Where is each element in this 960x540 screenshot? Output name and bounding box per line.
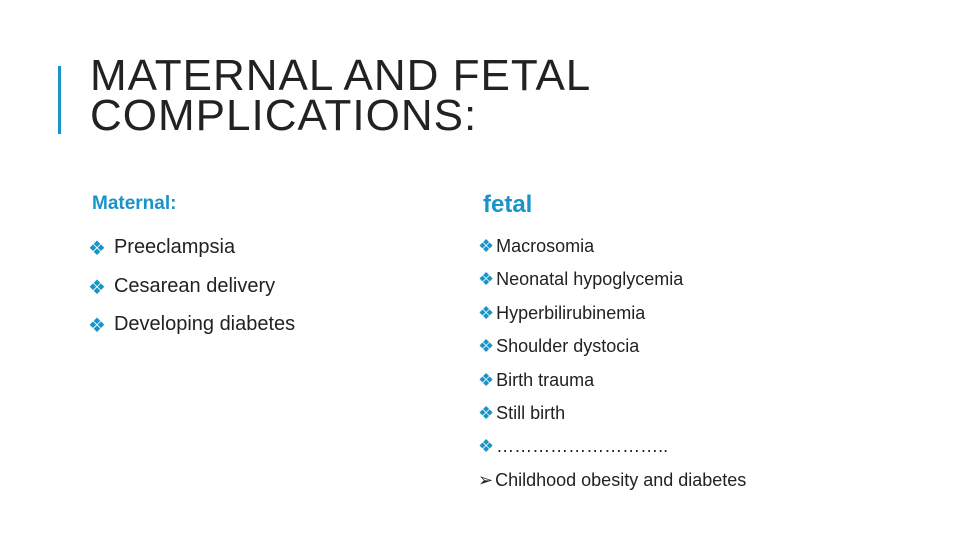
fetal-sub-item-label: Childhood obesity and diabetes (495, 469, 747, 490)
maternal-heading: Maternal: (92, 193, 177, 214)
fetal-item-label: Macrosomia (496, 236, 595, 256)
fetal-list (478, 236, 746, 503)
diamond-bullet-icon: ❖ (478, 436, 495, 457)
diamond-bullet-icon: ❖ (478, 236, 495, 256)
list-item (478, 269, 746, 302)
diamond-bullet-icon: ❖ (478, 302, 495, 323)
title-accent-bar (58, 66, 61, 134)
maternal-item-label: Developing diabetes (113, 313, 296, 335)
diamond-bullet-icon: ❖ (88, 276, 106, 299)
fetal-item-label: Neonatal hypoglycemia (496, 269, 684, 290)
list-item (478, 370, 746, 403)
diamond-bullet-icon: ❖ (88, 315, 106, 337)
slide-title-line-1: MATERNAL AND FETAL (90, 51, 592, 100)
maternal-item-label: Preeclampsia (113, 236, 236, 258)
arrow-bullet-icon: ➢ (478, 469, 494, 490)
list-item (478, 403, 746, 436)
fetal-heading: fetal (483, 191, 533, 218)
list-item (88, 313, 295, 352)
diamond-bullet-icon: ❖ (478, 336, 495, 357)
diamond-bullet-icon: ❖ (88, 238, 106, 260)
maternal-item-label: Cesarean delivery (113, 274, 276, 297)
fetal-item-label: ……………………….. (496, 436, 669, 457)
list-item (88, 236, 295, 275)
diamond-bullet-icon: ❖ (478, 402, 495, 423)
fetal-item-label: Hyperbilirubinemia (496, 302, 646, 323)
list-item (478, 470, 746, 503)
list-item (88, 275, 295, 314)
diamond-bullet-icon: ❖ (478, 369, 495, 390)
slide-title (90, 51, 592, 140)
fetal-item-label: Birth trauma (496, 369, 595, 390)
list-item (478, 303, 746, 336)
fetal-item-label: Shoulder dystocia (496, 336, 640, 357)
list-item (478, 236, 746, 269)
list-item (478, 436, 746, 469)
fetal-item-label: Still birth (496, 402, 566, 423)
slide-title-line-2: COMPLICATIONS: (90, 91, 478, 140)
diamond-bullet-icon: ❖ (478, 269, 495, 290)
maternal-list (88, 236, 295, 352)
list-item (478, 336, 746, 369)
